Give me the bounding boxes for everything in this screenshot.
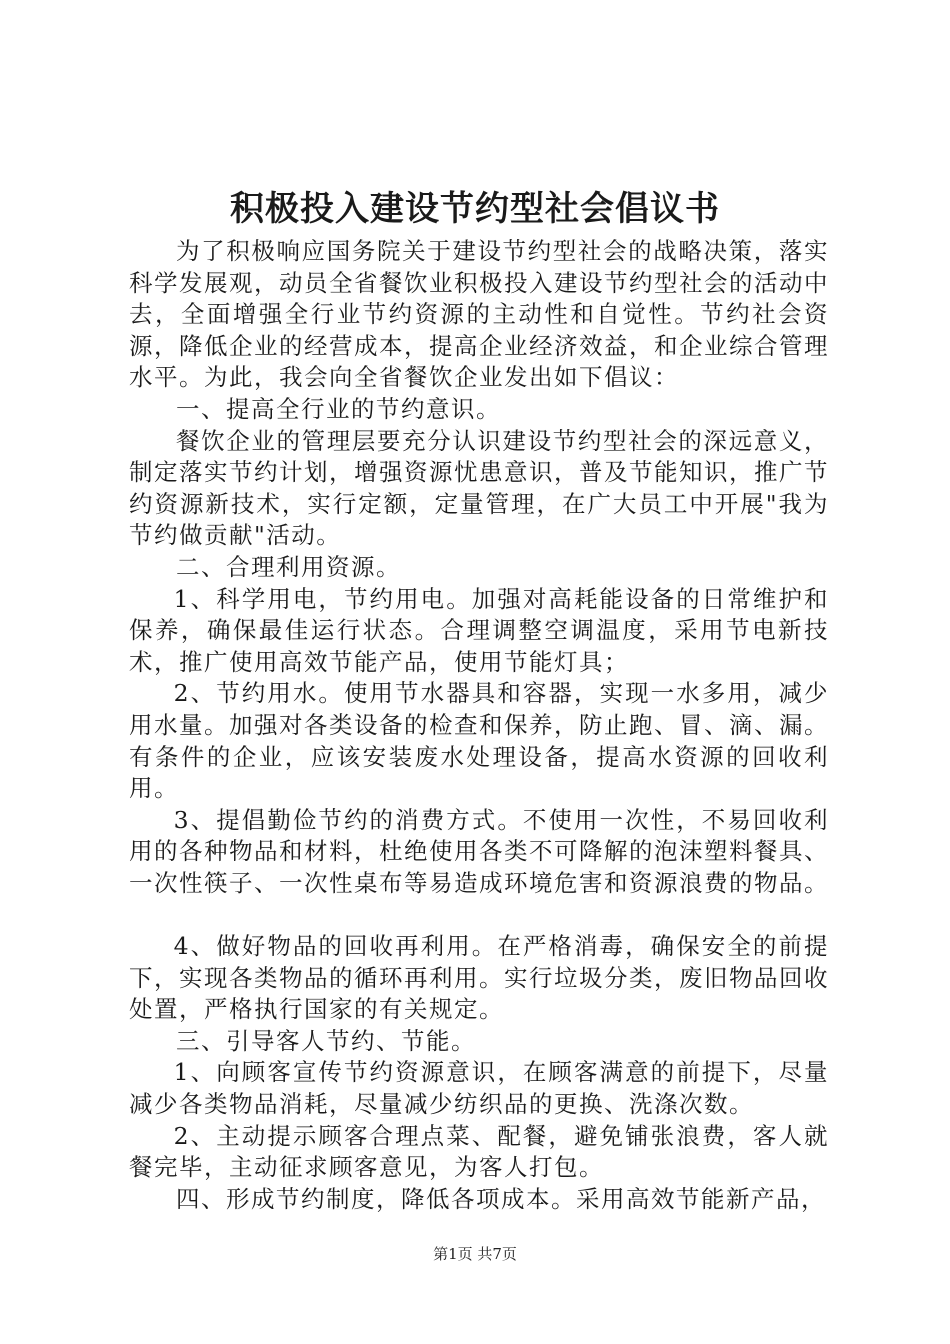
section-heading-3: 三、引导客人节约、节能。	[176, 1026, 476, 1055]
list-item-water: 2、节约用水。使用节水器具和容器，实现一水多用，减少用水量。加强对各类设备的检查和保养，防止跑、冒、滴、漏。有条件的企业，应该安装废水处理设备，提高水资源的回收利用。	[129, 679, 829, 803]
page-number-footer: 第1页 共7页	[433, 1245, 517, 1263]
document-title: 积极投入建设节约型社会倡议书	[230, 189, 720, 229]
section-heading-1: 一、提高全行业的节约意识。	[176, 394, 501, 423]
list-item-guest-awareness: 1、向顾客宣传节约资源意识，在顾客满意的前提下，尽量减少各类物品消耗，尽量减少纺织品的更换、洗涤次数。	[129, 1058, 829, 1119]
paragraph-gap	[129, 899, 829, 931]
paragraph-section-1: 餐饮企业的管理层要充分认识建设节约型社会的深远意义，制定落实节约计划，增强资源忧患意识，普及节能知识，推广节约资源新技术，实行定额，定量管理，在广大员工中开展"我为节约做贡献"活动。	[129, 426, 829, 550]
list-item-consumption: 3、提倡勤俭节约的消费方式。不使用一次性，不易回收利用的各种物品和材料，杜绝使用各类不可降解的泡沫塑料餐具、一次性筷子、一次性桌布等易造成环境危害和资源浪费的物品。	[129, 805, 829, 897]
section-heading-4: 四、形成节约制度，降低各项成本。采用高效节能新产品，	[176, 1184, 826, 1213]
list-item-guest-ordering: 2、主动提示顾客合理点菜、配餐，避免铺张浪费，客人就餐完毕，主动征求顾客意见，为客人打包。	[129, 1121, 829, 1182]
section-heading-2: 二、合理利用资源。	[176, 552, 401, 581]
paragraph-intro: 为了积极响应国务院关于建设节约型社会的战略决策，落实科学发展观，动员全省餐饮业积极投入建设节约型社会的活动中去，全面增强全行业节约资源的主动性和自觉性。节约社会资源，降低企业的经营成本，提高企业经济效益，和企业综合管理水平。为此，我会向全省餐饮企业发出如下倡议：	[129, 237, 829, 392]
list-item-electricity: 1、科学用电，节约用电。加强对高耗能设备的日常维护和保养，确保最佳运行状态。合理调整空调温度，采用节电新技术，推广使用高效节能产品，使用节能灯具；	[129, 584, 829, 676]
list-item-recycling: 4、做好物品的回收再利用。在严格消毒，确保安全的前提下，实现各类物品的循环再利用。实行垃圾分类，废旧物品回收处置，严格执行国家的有关规定。	[129, 932, 829, 1024]
document-body	[129, 236, 829, 1215]
